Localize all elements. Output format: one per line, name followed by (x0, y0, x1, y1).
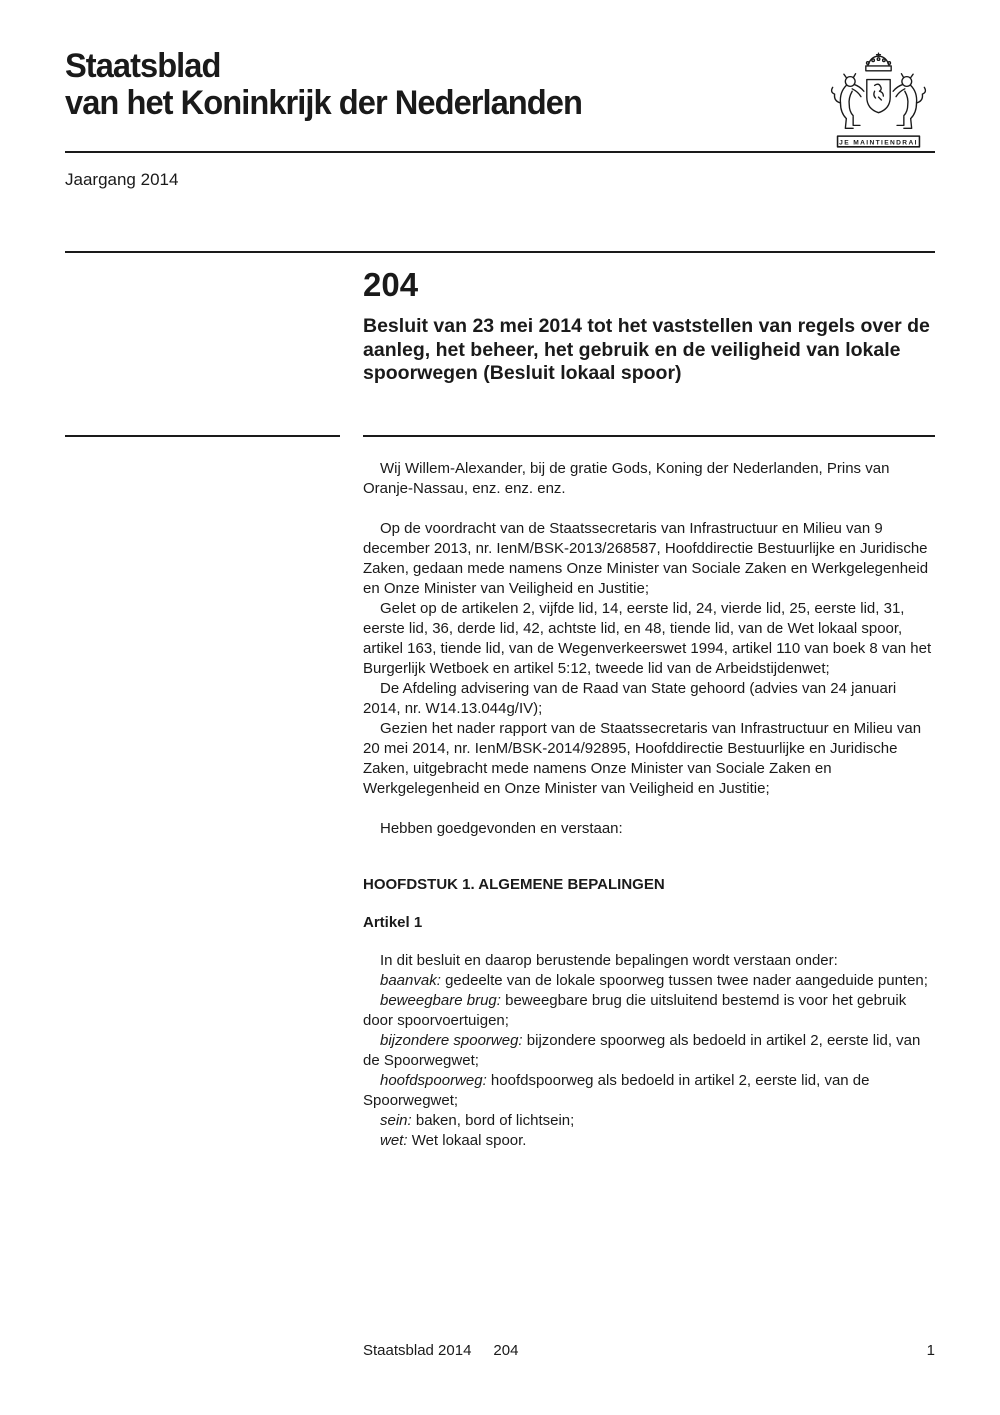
preamble-enacting-formula: Hebben goedgevonden en verstaan: (380, 820, 623, 837)
preamble-paragraph: De Afdeling advisering van de Raad van State gehoord (advies van 24 januari 2014, nr. W14.13.044g/IV); (363, 680, 897, 717)
lion-supporter-left (832, 74, 864, 129)
header-rule (65, 251, 935, 253)
definition-item (363, 1131, 935, 1151)
definition-text: hoofdspoorweg als bedoeld in artikel 2, eerste lid, van de Spoorwegwet; (363, 1072, 870, 1109)
definition-text: gedeelte van de lokale spoorweg tussen twee nader aangeduide punten; (445, 972, 928, 989)
text-column-rule (363, 435, 935, 437)
footer-publication-info (363, 1341, 518, 1361)
definition-text: bijzondere spoorweg als bedoeld in artikel 2, eerste lid, van de Spoorwegwet; (363, 1032, 921, 1069)
preamble-paragraph: Gelet op de artikelen 2, vijfde lid, 14, eerste lid, 24, vierde lid, 25, eerste lid, 31, eerste lid, 36, derde lid, 42, achtste lid, en 48, tiende lid, van de Wet lokaal spoor, artikel 163, tiende lid, van de Wegenverkeerswet 1994, artikel 110 van boek 8 van het Burgerlijk Wetboek en artikel 5:12, tweede lid van de Arbeidstijdenwet; (363, 600, 932, 677)
definition-term: bijzondere spoorweg: (380, 1032, 523, 1049)
publication-title: Besluit van 23 mei 2014 tot het vaststellen van regels over de aanleg, het beheer, het gebruik en de veiligheid van lokale spoorwegen (Besluit lokaal spoor) (363, 315, 930, 384)
definition-text: beweegbare brug die uitsluitend bestemd is voor het gebruik door spoorvoertuigen; (363, 992, 907, 1029)
masthead-rule (65, 151, 935, 153)
definition-text: baken, bord of lichtsein; (415, 1112, 575, 1129)
emblem-motto: JE MAINTIENDRAI (839, 139, 918, 147)
footer-publication-name: Staatsblad 2014 (363, 1342, 472, 1359)
definition-item (363, 991, 935, 1031)
definition-item (363, 1031, 935, 1071)
lion-supporter-right (893, 74, 925, 129)
definition-term: sein: (380, 1112, 412, 1129)
page-footer (363, 1341, 935, 1361)
jaargang-label: Jaargang 2014 (65, 170, 179, 189)
masthead-title-line1: Staatsblad (65, 47, 221, 85)
definition-term: wet: (380, 1132, 408, 1149)
definition-item (363, 1071, 935, 1111)
preamble-paragraph: Op de voordracht van de Staatssecretaris van Infrastructuur en Milieu van 9 december 2013, nr. IenM/BSK-2013/268587, Hoofddirectie Bestuurlijke en Juridische Zaken, gedaan mede namens Onze Minister van Sociale Zaken en Werkgelegenheid en Onze Minister van Veiligheid en Justitie; (363, 520, 929, 597)
definition-item (363, 971, 935, 991)
masthead-title-line2: van het Koninkrijk der Nederlanden (65, 84, 582, 122)
margin-column-rule (65, 435, 340, 437)
definition-item (363, 1111, 935, 1131)
definition-term: beweegbare brug: (380, 992, 501, 1009)
chapter-heading: HOOFDSTUK 1. ALGEMENE BEPALINGEN (363, 876, 665, 893)
body-text-column (363, 459, 935, 1151)
preamble-paragraph: Wij Willem-Alexander, bij de gratie Gods, Koning der Nederlanden, Prins van Oranje-Nassau, enz. enz. enz. (363, 460, 890, 497)
definition-term: hoofdspoorweg: (380, 1072, 487, 1089)
footer-publication-number: 204 (493, 1342, 519, 1359)
definition-text: Wet lokaal spoor. (411, 1132, 527, 1149)
dutch-coat-of-arms-icon (820, 52, 937, 150)
footer-page-number: 1 (926, 1342, 935, 1359)
masthead-title (65, 48, 582, 122)
publication-number: 204 (363, 266, 419, 303)
article-heading: Artikel 1 (363, 914, 423, 931)
article-intro: In dit besluit en daarop berustende bepalingen wordt verstaan onder: (380, 952, 838, 969)
preamble-paragraph: Gezien het nader rapport van de Staatssecretaris van Infrastructuur en Milieu van 20 mei 2014, nr. IenM/BSK-2014/92895, Hoofddirectie Bestuurlijke en Juridische Zaken, uitgebracht mede namens Onze Minister van Sociale Zaken en Werkgelegenheid en Onze Minister van Veiligheid en Justitie; (363, 720, 922, 797)
definition-term: baanvak: (380, 972, 441, 989)
